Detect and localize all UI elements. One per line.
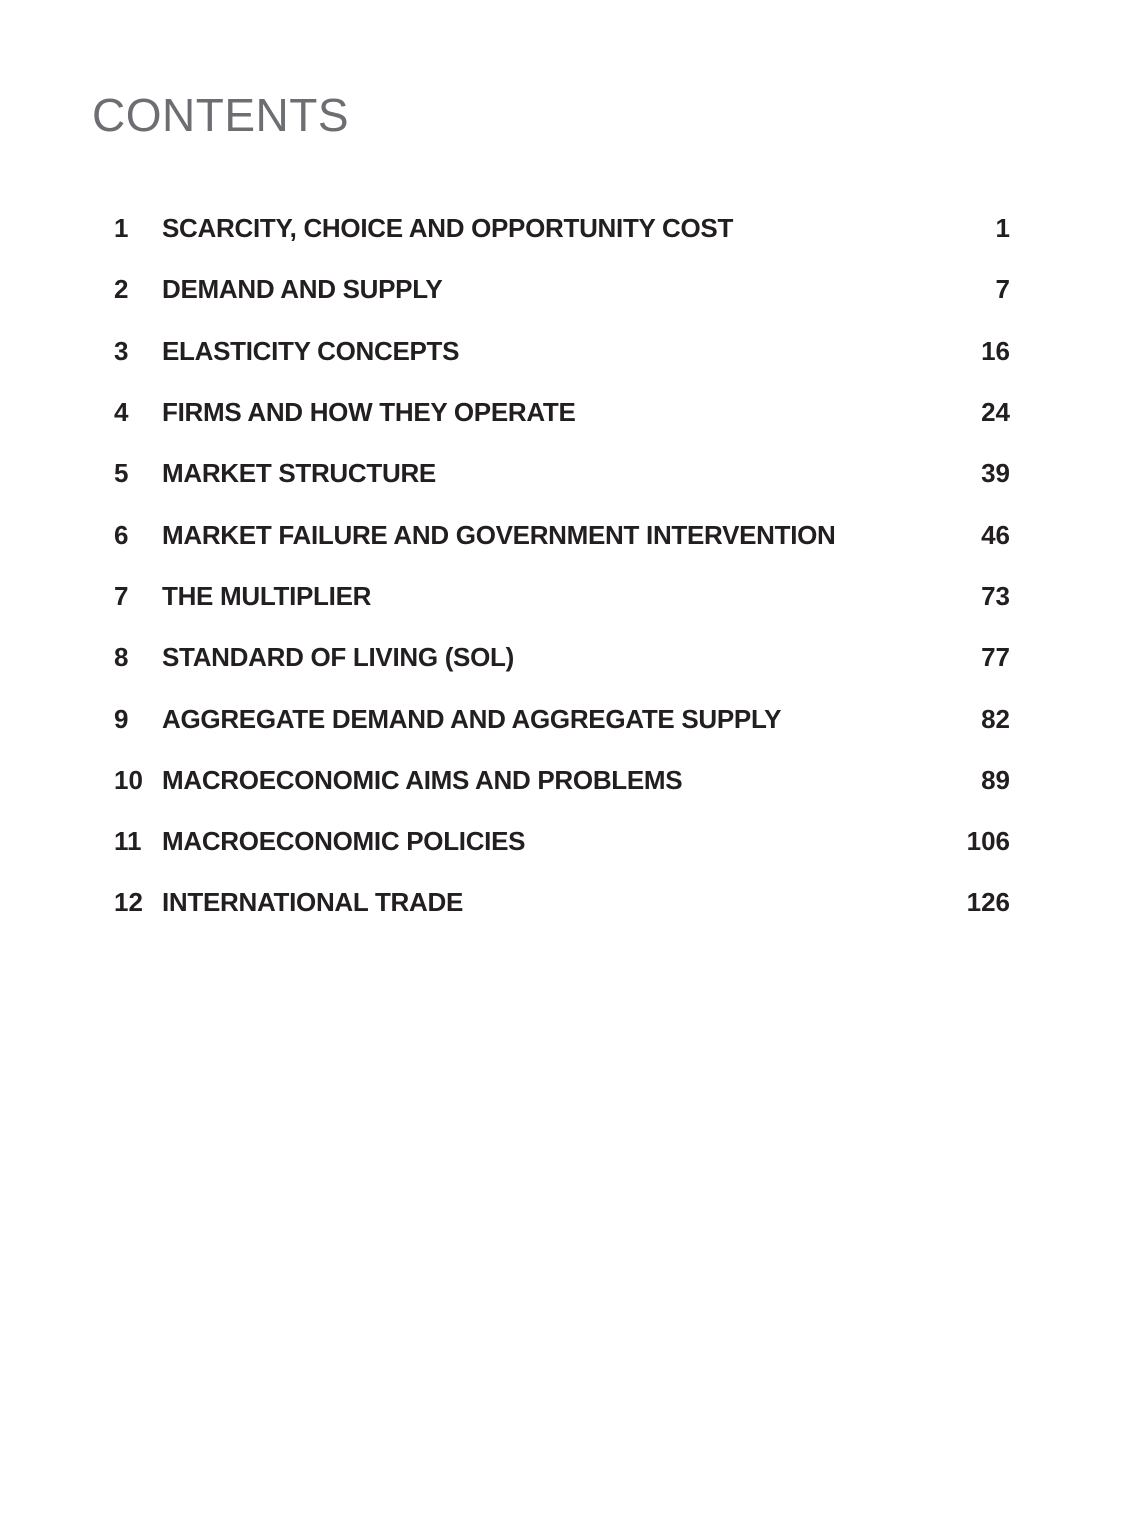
page-number: 82 [981,703,1010,734]
page-number: 7 [995,274,1010,305]
toc-entry[interactable] [114,443,1010,504]
chapter-title: THE MULTIPLIER [162,580,372,611]
chapter-number: 4 [114,397,129,428]
page-number: 1 [995,213,1010,244]
page-number: 126 [966,887,1010,918]
toc-entry[interactable] [114,321,1010,382]
toc-entry[interactable] [114,688,1010,749]
page-number: 46 [981,519,1010,550]
page-number: 89 [981,764,1010,795]
toc-entry[interactable] [114,811,1010,872]
toc-entry[interactable] [114,627,1010,688]
chapter-title: STANDARD OF LIVING (SOL) [162,642,514,673]
toc-entry[interactable] [114,566,1010,627]
chapter-title: ELASTICITY CONCEPTS [162,335,460,366]
chapter-title: DEMAND AND SUPPLY [162,274,443,305]
toc-entry[interactable] [114,750,1010,811]
page-number: 24 [981,397,1010,428]
toc-entry[interactable] [114,382,1010,443]
chapter-title: MARKET STRUCTURE [162,458,436,489]
chapter-number: 11 [114,826,142,857]
chapter-number: 6 [114,519,129,550]
chapter-number: 5 [114,458,129,489]
page-title: CONTENTS [92,89,349,141]
chapter-title: MACROECONOMIC AIMS AND PROBLEMS [162,764,683,795]
page-number: 39 [981,458,1010,489]
chapter-number: 9 [114,703,129,734]
toc-entry[interactable] [114,259,1010,320]
toc-entry[interactable] [114,198,1010,259]
chapter-title: SCARCITY, CHOICE AND OPPORTUNITY COST [162,213,734,244]
chapter-number: 3 [114,335,129,366]
chapter-title: MARKET FAILURE AND GOVERNMENT INTERVENTION [162,519,836,550]
toc-entry[interactable] [114,504,1010,565]
chapter-number: 12 [114,887,143,918]
chapter-title: INTERNATIONAL TRADE [162,887,463,918]
chapter-title: AGGREGATE DEMAND AND AGGREGATE SUPPLY [162,703,782,734]
page-number: 73 [981,580,1010,611]
chapter-title: FIRMS AND HOW THEY OPERATE [162,397,576,428]
chapter-title: MACROECONOMIC POLICIES [162,826,526,857]
page-number: 16 [981,335,1010,366]
toc-entry[interactable] [114,872,1010,933]
page-number: 77 [981,642,1010,673]
chapter-number: 1 [114,213,129,244]
table-of-contents [114,198,1010,934]
page-number: 106 [966,826,1010,857]
chapter-number: 2 [114,274,129,305]
chapter-number: 8 [114,642,129,673]
chapter-number: 7 [114,580,129,611]
chapter-number: 10 [114,764,143,795]
